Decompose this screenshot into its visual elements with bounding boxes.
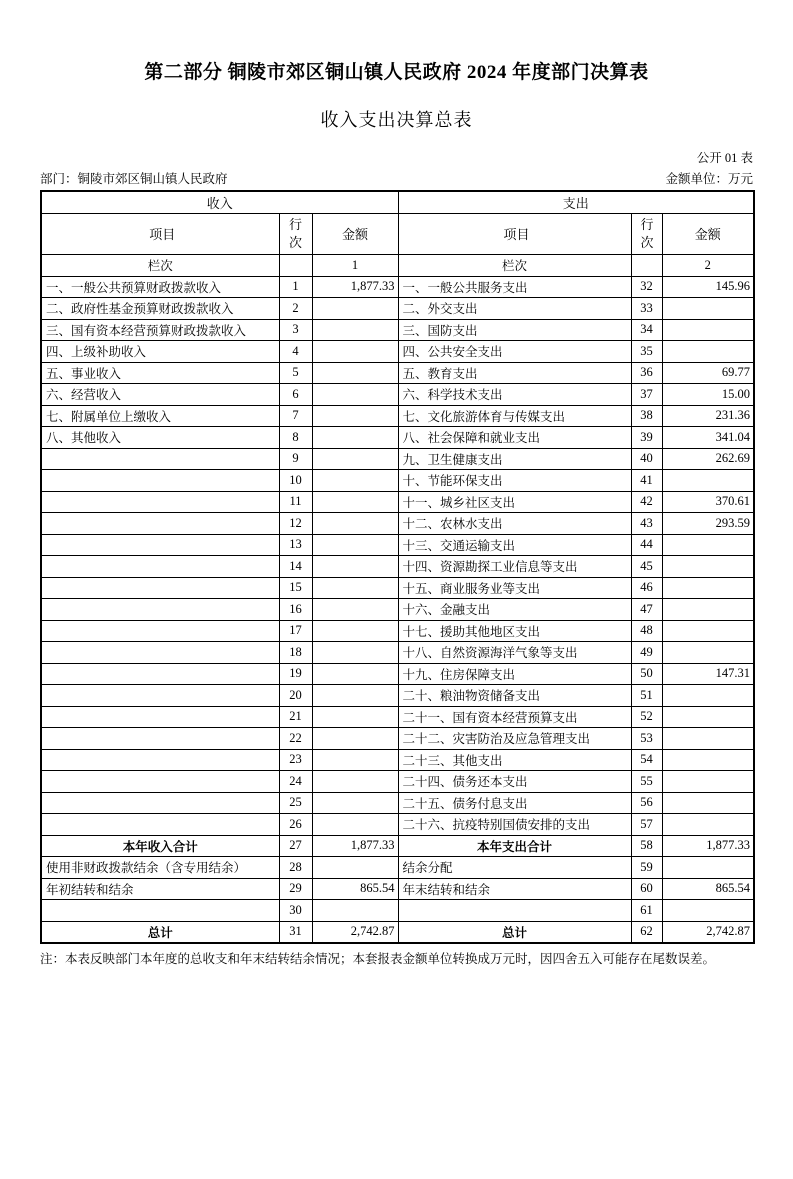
- income-amount: [312, 513, 398, 535]
- income-line-no: 16: [279, 599, 312, 621]
- income-line-no: 6: [279, 384, 312, 406]
- expense-amount: [662, 534, 754, 556]
- income-amount: [312, 534, 398, 556]
- table-row: [41, 857, 754, 879]
- expense-item-label: 二十一、国有资本经营预算支出: [398, 706, 631, 728]
- income-amount: [312, 814, 398, 836]
- table-row: [41, 427, 754, 449]
- expense-line-no: 53: [631, 728, 662, 750]
- expense-column-index: 2: [662, 254, 754, 276]
- expense-item-label: 年末结转和结余: [398, 878, 631, 900]
- income-amount: [312, 319, 398, 341]
- expense-line-no: 44: [631, 534, 662, 556]
- expense-amount: [662, 857, 754, 879]
- income-item-label: [41, 685, 279, 707]
- expense-line-no: 45: [631, 556, 662, 578]
- income-lanci-label: 栏次: [41, 254, 279, 276]
- expense-lanci-label: 栏次: [398, 254, 631, 276]
- income-line-no: 2: [279, 298, 312, 320]
- expense-item-label: 七、文化旅游体育与传媒支出: [398, 405, 631, 427]
- income-item-label: 使用非财政拨款结余（含专用结余）: [41, 857, 279, 879]
- expense-amount: 145.96: [662, 276, 754, 298]
- expense-item-label: 二十六、抗疫特别国债安排的支出: [398, 814, 631, 836]
- income-line-no: 1: [279, 276, 312, 298]
- table-row: [41, 878, 754, 900]
- income-amount: [312, 599, 398, 621]
- expense-lineno-header: 行次: [631, 213, 662, 254]
- expense-amount: 69.77: [662, 362, 754, 384]
- table-row: [41, 921, 754, 943]
- income-amount: [312, 427, 398, 449]
- income-item-label: [41, 900, 279, 922]
- expense-amount: [662, 749, 754, 771]
- income-line-no: 10: [279, 470, 312, 492]
- expense-amount: [662, 577, 754, 599]
- table-row: [41, 835, 754, 857]
- expense-amount: [662, 792, 754, 814]
- income-item-label: [41, 577, 279, 599]
- table-row: [41, 556, 754, 578]
- expense-item-label: 十三、交通运输支出: [398, 534, 631, 556]
- expense-amount: [662, 620, 754, 642]
- income-amount: [312, 642, 398, 664]
- expense-line-no: 47: [631, 599, 662, 621]
- public-table-code: 公开 01 表: [696, 151, 753, 165]
- expense-amount: 293.59: [662, 513, 754, 535]
- income-amount: [312, 448, 398, 470]
- income-item-label: 七、附属单位上缴收入: [41, 405, 279, 427]
- table-row: [41, 448, 754, 470]
- expense-item-label: 十一、城乡社区支出: [398, 491, 631, 513]
- expense-item-header: 项目: [398, 213, 631, 254]
- expense-item-label: 二、外交支出: [398, 298, 631, 320]
- expense-line-no: 39: [631, 427, 662, 449]
- expense-amount: [662, 728, 754, 750]
- expense-item-label: 九、卫生健康支出: [398, 448, 631, 470]
- table-row: [41, 642, 754, 664]
- table-row: [41, 814, 754, 836]
- expense-line-no: 42: [631, 491, 662, 513]
- income-item-label: [41, 513, 279, 535]
- income-line-no: 26: [279, 814, 312, 836]
- table-row: [41, 900, 754, 922]
- table-row: [41, 491, 754, 513]
- expense-line-no: 43: [631, 513, 662, 535]
- expense-amount: [662, 556, 754, 578]
- income-amount: [312, 792, 398, 814]
- expense-amount: [662, 642, 754, 664]
- income-amount: 1,877.33: [312, 276, 398, 298]
- income-column-index: 1: [312, 254, 398, 276]
- table-row: [41, 771, 754, 793]
- expense-item-label: 二十四、债务还本支出: [398, 771, 631, 793]
- income-item-label: 六、经营收入: [41, 384, 279, 406]
- income-line-no: 17: [279, 620, 312, 642]
- expense-amount: 341.04: [662, 427, 754, 449]
- expense-line-no: 62: [631, 921, 662, 943]
- expense-item-label: [398, 900, 631, 922]
- expense-line-no: 38: [631, 405, 662, 427]
- income-item-label: 四、上级补助收入: [41, 341, 279, 363]
- expense-section-header: 支出: [398, 191, 754, 213]
- income-amount: [312, 556, 398, 578]
- expense-amount: 262.69: [662, 448, 754, 470]
- income-item-label: 年初结转和结余: [41, 878, 279, 900]
- expense-item-label: 一、一般公共服务支出: [398, 276, 631, 298]
- expense-item-label: 八、社会保障和就业支出: [398, 427, 631, 449]
- expense-amount: [662, 599, 754, 621]
- income-amount: [312, 470, 398, 492]
- income-amount: [312, 728, 398, 750]
- expense-amount-header: 金额: [662, 213, 754, 254]
- income-amount: [312, 405, 398, 427]
- table-row: [41, 749, 754, 771]
- table-row: [41, 362, 754, 384]
- expense-line-no: 61: [631, 900, 662, 922]
- expense-item-label: 十八、自然资源海洋气象等支出: [398, 642, 631, 664]
- income-item-label: 本年收入合计: [41, 835, 279, 857]
- expense-item-label: 二十二、灾害防治及应急管理支出: [398, 728, 631, 750]
- income-item-label: [41, 663, 279, 685]
- expense-line-no: 35: [631, 341, 662, 363]
- expense-line-no: 60: [631, 878, 662, 900]
- income-amount: [312, 620, 398, 642]
- expense-line-no: 58: [631, 835, 662, 857]
- income-item-label: [41, 642, 279, 664]
- income-amount: [312, 900, 398, 922]
- expense-line-no: 54: [631, 749, 662, 771]
- expense-item-label: 十二、农林水支出: [398, 513, 631, 535]
- page-title: 第二部分 铜陵市郊区铜山镇人民政府 2024 年度部门决算表: [144, 62, 649, 83]
- expense-item-label: 二十、粮油物资储备支出: [398, 685, 631, 707]
- table-row: [41, 792, 754, 814]
- income-line-no: 27: [279, 835, 312, 857]
- income-amount: [312, 491, 398, 513]
- income-line-no: 29: [279, 878, 312, 900]
- expense-line-no: 46: [631, 577, 662, 599]
- expense-line-no: 33: [631, 298, 662, 320]
- table-row: [41, 534, 754, 556]
- budget-table: [40, 190, 755, 944]
- income-line-no: 19: [279, 663, 312, 685]
- expense-item-label: 十九、住房保障支出: [398, 663, 631, 685]
- income-lanci-lineno-blank: [279, 254, 312, 276]
- expense-amount: [662, 706, 754, 728]
- expense-amount: 15.00: [662, 384, 754, 406]
- table-row: [41, 341, 754, 363]
- income-lineno-header: 行次: [279, 213, 312, 254]
- expense-item-label: 五、教育支出: [398, 362, 631, 384]
- table-row: [41, 663, 754, 685]
- table-row: [41, 319, 754, 341]
- expense-line-no: 37: [631, 384, 662, 406]
- expense-amount: [662, 298, 754, 320]
- income-line-no: 31: [279, 921, 312, 943]
- income-line-no: 4: [279, 341, 312, 363]
- expense-item-label: 二十三、其他支出: [398, 749, 631, 771]
- expense-line-no: 52: [631, 706, 662, 728]
- expense-line-no: 57: [631, 814, 662, 836]
- expense-amount: [662, 685, 754, 707]
- income-item-label: 总计: [41, 921, 279, 943]
- income-amount: 2,742.87: [312, 921, 398, 943]
- income-item-label: [41, 491, 279, 513]
- expense-item-label: 本年支出合计: [398, 835, 631, 857]
- income-line-no: 7: [279, 405, 312, 427]
- income-line-no: 5: [279, 362, 312, 384]
- income-line-no: 25: [279, 792, 312, 814]
- expense-amount: [662, 771, 754, 793]
- column-header-row: [41, 213, 754, 254]
- expense-amount: [662, 470, 754, 492]
- income-line-no: 11: [279, 491, 312, 513]
- table-row: [41, 298, 754, 320]
- table-row: [41, 513, 754, 535]
- income-amount: [312, 384, 398, 406]
- income-line-no: 3: [279, 319, 312, 341]
- income-amount: [312, 577, 398, 599]
- expense-item-label: 十、节能环保支出: [398, 470, 631, 492]
- expense-item-label: 十七、援助其他地区支出: [398, 620, 631, 642]
- income-item-label: [41, 556, 279, 578]
- expense-line-no: 41: [631, 470, 662, 492]
- income-line-no: 9: [279, 448, 312, 470]
- income-section-header: 收入: [41, 191, 398, 213]
- income-amount: [312, 663, 398, 685]
- expense-amount: 370.61: [662, 491, 754, 513]
- income-item-label: [41, 470, 279, 492]
- expense-item-label: 十四、资源勘探工业信息等支出: [398, 556, 631, 578]
- expense-item-label: 三、国防支出: [398, 319, 631, 341]
- expense-item-label: 结余分配: [398, 857, 631, 879]
- expense-amount: 865.54: [662, 878, 754, 900]
- income-line-no: 14: [279, 556, 312, 578]
- income-line-no: 28: [279, 857, 312, 879]
- table-row: [41, 405, 754, 427]
- expense-line-no: 51: [631, 685, 662, 707]
- expense-item-label: 二十五、债务付息支出: [398, 792, 631, 814]
- budget-table-body: [41, 276, 754, 943]
- expense-line-no: 56: [631, 792, 662, 814]
- income-item-label: [41, 448, 279, 470]
- table-row: [41, 384, 754, 406]
- meta-line: [40, 170, 753, 188]
- income-item-label: 一、一般公共预算财政拨款收入: [41, 276, 279, 298]
- expense-item-label: 四、公共安全支出: [398, 341, 631, 363]
- expense-line-no: 40: [631, 448, 662, 470]
- income-line-no: 21: [279, 706, 312, 728]
- income-line-no: 23: [279, 749, 312, 771]
- column-index-row: [41, 254, 754, 276]
- expense-amount: 147.31: [662, 663, 754, 685]
- income-item-label: [41, 599, 279, 621]
- expense-line-no: 34: [631, 319, 662, 341]
- expense-item-label: 十五、商业服务业等支出: [398, 577, 631, 599]
- income-item-label: [41, 534, 279, 556]
- table-row: [41, 728, 754, 750]
- expense-lanci-lineno-blank: [631, 254, 662, 276]
- department-label: 部门：铜陵市郊区铜山镇人民政府: [40, 172, 228, 186]
- income-line-no: 24: [279, 771, 312, 793]
- amount-unit-label: 金额单位：万元: [665, 172, 753, 186]
- income-amount-header: 金额: [312, 213, 398, 254]
- income-line-no: 15: [279, 577, 312, 599]
- income-amount: [312, 771, 398, 793]
- table-subtitle: 收入支出决算总表: [320, 110, 473, 130]
- expense-line-no: 55: [631, 771, 662, 793]
- expense-line-no: 32: [631, 276, 662, 298]
- income-line-no: 18: [279, 642, 312, 664]
- expense-amount: 231.36: [662, 405, 754, 427]
- expense-line-no: 49: [631, 642, 662, 664]
- expense-item-label: 六、科学技术支出: [398, 384, 631, 406]
- expense-amount: 2,742.87: [662, 921, 754, 943]
- income-item-label: 三、国有资本经营预算财政拨款收入: [41, 319, 279, 341]
- income-item-label: 八、其他收入: [41, 427, 279, 449]
- expense-line-no: 50: [631, 663, 662, 685]
- income-amount: [312, 362, 398, 384]
- income-item-label: [41, 814, 279, 836]
- table-row: [41, 599, 754, 621]
- expense-amount: [662, 341, 754, 363]
- income-item-label: [41, 792, 279, 814]
- income-item-label: 五、事业收入: [41, 362, 279, 384]
- income-item-label: [41, 728, 279, 750]
- expense-amount: [662, 900, 754, 922]
- income-amount: [312, 706, 398, 728]
- expense-amount: [662, 319, 754, 341]
- expense-amount: 1,877.33: [662, 835, 754, 857]
- income-line-no: 13: [279, 534, 312, 556]
- income-amount: [312, 857, 398, 879]
- expense-item-label: 总计: [398, 921, 631, 943]
- table-row: [41, 706, 754, 728]
- income-item-label: 二、政府性基金预算财政拨款收入: [41, 298, 279, 320]
- table-row: [41, 577, 754, 599]
- income-line-no: 20: [279, 685, 312, 707]
- expense-item-label: 十六、金融支出: [398, 599, 631, 621]
- income-line-no: 8: [279, 427, 312, 449]
- income-amount: 865.54: [312, 878, 398, 900]
- income-item-label: [41, 749, 279, 771]
- section-header-row: [41, 191, 754, 213]
- income-amount: [312, 341, 398, 363]
- footnote: 注：本表反映部门本年度的总收支和年末结转结余情况；本套报表金额单位转换成万元时，因四舍五入可能存在尾数误差。: [40, 951, 716, 966]
- table-row: [41, 685, 754, 707]
- expense-line-no: 36: [631, 362, 662, 384]
- table-row: [41, 276, 754, 298]
- income-amount: [312, 749, 398, 771]
- income-line-no: 22: [279, 728, 312, 750]
- income-item-label: [41, 771, 279, 793]
- income-amount: 1,877.33: [312, 835, 398, 857]
- table-row: [41, 470, 754, 492]
- expense-amount: [662, 814, 754, 836]
- income-line-no: 30: [279, 900, 312, 922]
- page: [40, 57, 753, 970]
- expense-line-no: 59: [631, 857, 662, 879]
- income-line-no: 12: [279, 513, 312, 535]
- table-row: [41, 620, 754, 642]
- income-amount: [312, 685, 398, 707]
- income-item-label: [41, 706, 279, 728]
- expense-line-no: 48: [631, 620, 662, 642]
- income-item-header: 项目: [41, 213, 279, 254]
- income-item-label: [41, 620, 279, 642]
- income-amount: [312, 298, 398, 320]
